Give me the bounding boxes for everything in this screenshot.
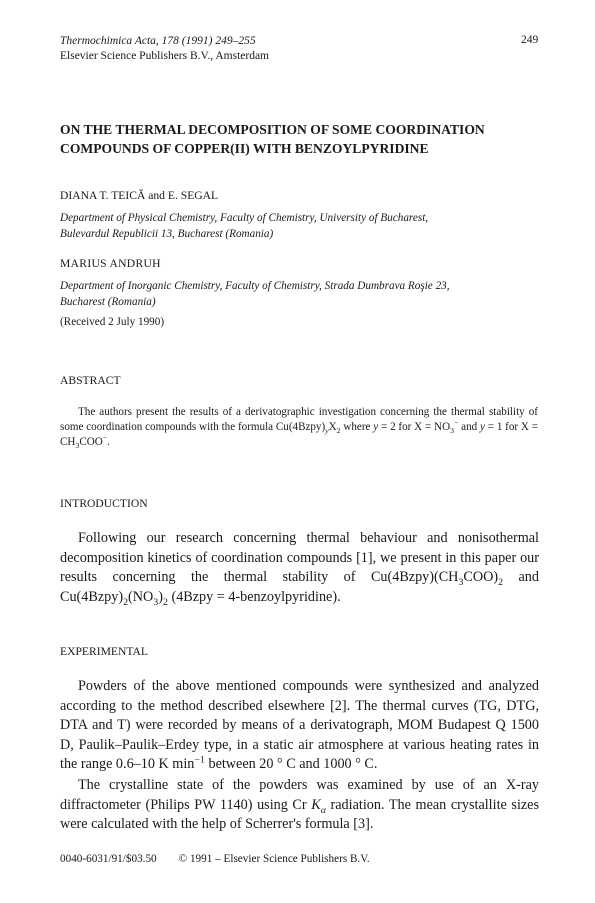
affiliation-2 bbox=[60, 279, 540, 310]
title-line-2: COMPOUNDS OF COPPER(II) WITH BENZOYLPYRIDINE bbox=[60, 141, 429, 156]
experimental-paragraph-1 bbox=[60, 677, 539, 775]
journal-citation: Thermochimica Acta, 178 (1991) 249–255 bbox=[60, 35, 256, 47]
superscript-minus: − bbox=[102, 433, 108, 443]
affiliation-1 bbox=[60, 211, 540, 242]
experimental-paragraph-2 bbox=[60, 776, 539, 835]
page-footer bbox=[60, 853, 370, 865]
introduction-paragraph bbox=[60, 529, 539, 607]
affiliation-1-line-2: Bulevardul Republicii 13, Bucharest (Romania) bbox=[60, 227, 274, 240]
experimental-text: Powders of the above mentioned compounds were synthesized and analyzed according to the method described elsewhere [2]. The thermal curves (TG, DTG, DTA and T) were recorded by means of a derivatograph, MOM Budapest Q 1500 D, Paulik–Paulik–Erdey type, in a static air atmosphere at various heating rates in the range 0.6–10 K min bbox=[60, 678, 539, 772]
abstract-text: X bbox=[328, 421, 337, 433]
intro-text: and Cu(4Bzpy) bbox=[60, 569, 539, 605]
intro-text: (NO bbox=[128, 588, 154, 605]
title-line-1: ON THE THERMAL DECOMPOSITION OF SOME COORDINATION bbox=[60, 122, 485, 137]
variable-y: y bbox=[480, 421, 485, 433]
abstract-heading: ABSTRACT bbox=[60, 374, 121, 387]
running-header bbox=[60, 34, 269, 64]
experimental-text: The crystalline state of the powders was examined by use of an X-ray diffractometer (Philips PW 1140) using Cr bbox=[60, 777, 539, 813]
page-number: 249 bbox=[521, 34, 539, 46]
experimental-text: radiation. The mean crystallite sizes were calculated with the help of Scherrer's formula [3]. bbox=[60, 796, 539, 832]
subscript-3: 3 bbox=[75, 441, 80, 451]
superscript-minus-one: −1 bbox=[194, 754, 205, 766]
introduction-heading: INTRODUCTION bbox=[60, 497, 148, 510]
affiliation-2-line-2: Bucharest (Romania) bbox=[60, 295, 156, 308]
abstract-text: The authors present the results of a derivatographic investigation concerning the thermal stability of some coordination compounds with the formula Cu(4Bzpy) bbox=[60, 406, 538, 433]
variable-y: y bbox=[373, 421, 379, 433]
abstract-text: where bbox=[340, 421, 374, 433]
subscript-2: 2 bbox=[336, 426, 341, 436]
experimental-text: between 20 ° C and 1000 ° C. bbox=[204, 756, 378, 772]
abstract-text: = 2 for X = NO bbox=[378, 421, 451, 433]
subscript-2: 2 bbox=[123, 596, 129, 608]
abstract-text: = 1 for X = CH bbox=[60, 421, 538, 448]
intro-text: ) bbox=[158, 588, 163, 605]
abstract-text: and bbox=[458, 421, 481, 433]
intro-text: (4Bzpy = 4-benzoylpyridine). bbox=[167, 588, 341, 605]
subscript-2: 2 bbox=[498, 576, 504, 588]
intro-text: Following our research concerning thermal behaviour and nonisothermal decomposition kinetics of coordination compounds [1], we present in this paper our results concerning the thermal stability of Cu(4Bzpy)(CH bbox=[60, 530, 539, 585]
abstract-paragraph bbox=[60, 405, 538, 450]
authors-group-1: DIANA T. TEICĂ and E. SEGAL bbox=[60, 189, 219, 202]
copyright-line: © 1991 – Elsevier Science Publishers B.V. bbox=[178, 853, 370, 865]
subscript-2: 2 bbox=[162, 596, 168, 608]
authors-group-2: MARIUS ANDRUH bbox=[60, 257, 161, 270]
subscript-3: 3 bbox=[450, 426, 454, 436]
abstract-text: COO bbox=[79, 436, 103, 448]
subscript-3: 3 bbox=[153, 596, 159, 608]
subscript-alpha: α bbox=[320, 804, 326, 816]
variable-k: K bbox=[311, 796, 321, 813]
subscript-3: 3 bbox=[458, 576, 464, 588]
received-date: (Received 2 July 1990) bbox=[60, 316, 165, 328]
issn-code: 0040-6031/91/$03.50 bbox=[60, 853, 157, 865]
affiliation-2-line-1: Department of Inorganic Chemistry, Faculty of Chemistry, Strada Dumbrava Roşie 23, bbox=[60, 280, 450, 292]
intro-text: COO) bbox=[463, 569, 499, 585]
article-title bbox=[60, 120, 550, 158]
experimental-heading: EXPERIMENTAL bbox=[60, 645, 148, 658]
subscript-y: y bbox=[325, 426, 329, 436]
abstract-text: . bbox=[107, 436, 110, 448]
superscript-minus: − bbox=[453, 418, 459, 428]
publisher-line: Elsevier Science Publishers B.V., Amsterdam bbox=[60, 50, 269, 62]
affiliation-1-line-1: Department of Physical Chemistry, Faculty of Chemistry, University of Bucharest, bbox=[60, 212, 429, 224]
